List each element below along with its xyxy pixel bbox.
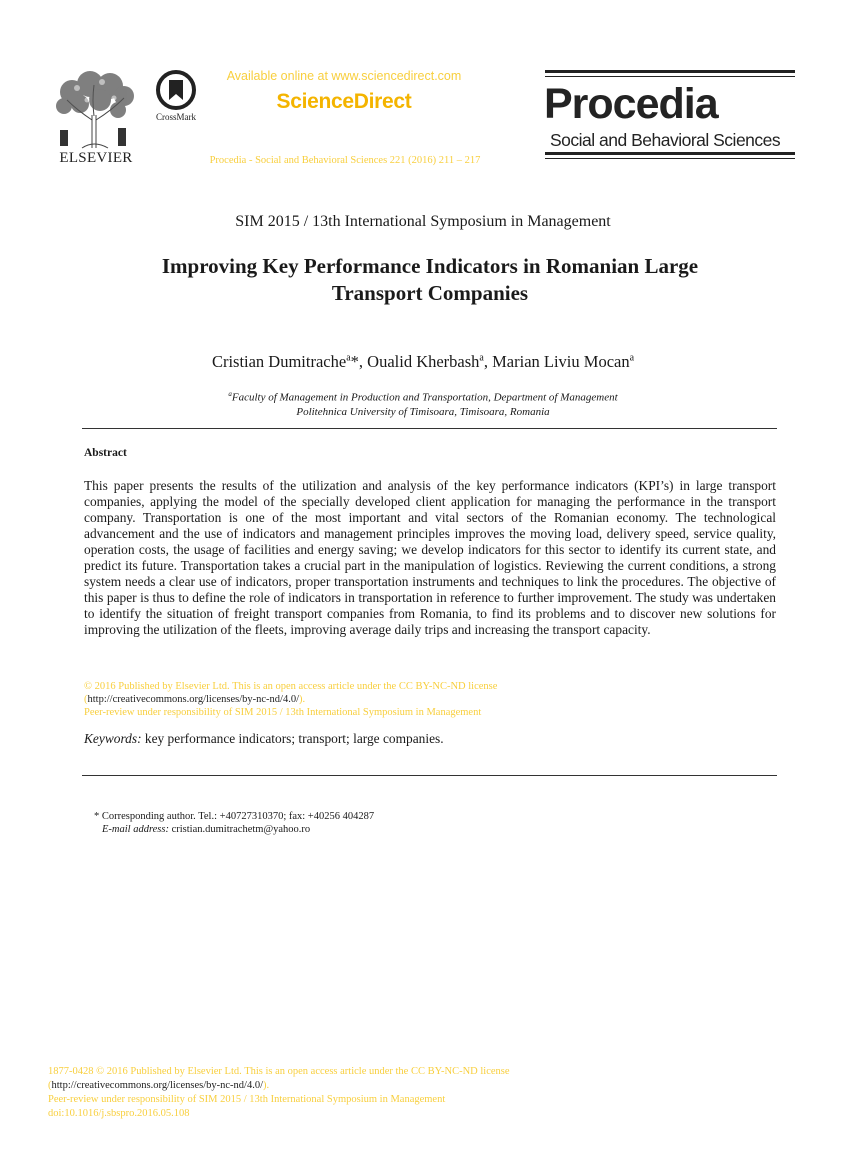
author-separator: , <box>483 352 493 371</box>
corresponding-author <box>94 810 374 836</box>
author-affil-mark: a <box>629 352 635 364</box>
paper-title-line-1: Improving Key Performance Indicators in Romanian Large <box>161 254 699 278</box>
corresponding-author-contact: * Corresponding author. Tel.: +40727310370; fax: +40256 404287 <box>94 811 375 822</box>
keywords-list: key performance indicators; transport; large companies. <box>141 731 444 746</box>
elsevier-tree-logo <box>52 70 138 150</box>
abstract-heading: Abstract <box>84 447 127 459</box>
footer-license-url-link[interactable]: http://creativecommons.org/licenses/by-nc-nd/4.0/ <box>51 1080 264 1091</box>
section-rule-top <box>82 428 777 429</box>
abstract-body: This paper presents the results of the utilization and analysis of the key performance indicators (KPI’s) in large transport companies, applying the model of the specially developed client application for managing the performance in the transport company. Transportation is one of the most important and vital sectors of the Romanian economy. The technological advancement and the use of indicators and management principles improves the moving load, delivery speed, service quality, operation costs, the usage of facilities and energy saving; we develop indicators for this sector to identify its current state, and predict its future. Transportation takes a crucial part in the manipulation of logistics. Reviewing the current conditions, a strong system needs a clear use of indicators, proper transportation instruments and techniques to link the procedures. The objective of this paper is thus to define the role of indicators in transportation in reference to further improvement. The study was undertaken to identify the situation of freight transport companies from Romania, to find its problems and to discover new solutions for improving the utilization of the fleets, improving average daily trips and increasing the transport capacity. <box>84 478 776 637</box>
author-affil-mark: a <box>346 352 351 364</box>
license-statement: © 2016 Published by Elsevier Ltd. This is an open access article under the CC BY-NC-ND license <box>84 681 498 692</box>
affiliation <box>0 387 846 419</box>
author-affil-mark: a <box>479 352 484 364</box>
procedia-bottom-rule-thin <box>545 158 795 159</box>
footer-peer-review: Peer-review under responsibility of SIM 2015 / 13th International Symposium in Management <box>48 1094 446 1105</box>
corresponding-author-email: E-mail address: cristian.dumitrachetm@yahoo.ro <box>102 824 311 835</box>
paper-title <box>100 253 760 307</box>
procedia-bottom-rule <box>545 152 795 155</box>
author-separator: *, <box>350 352 368 371</box>
author-list <box>0 352 846 372</box>
footer-license-url-line: (http://creativecommons.org/licenses/by-nc-nd/4.0/). <box>48 1080 270 1091</box>
keywords-label: Keywords: <box>84 731 142 746</box>
available-online-link[interactable]: Available online at www.sciencedirect.com <box>226 69 462 83</box>
procedia-top-rule-thin <box>545 76 795 77</box>
affiliation-line-1: $^a$Faculty of Management in Production and Transportation, Department of Management <box>228 390 618 404</box>
author-name: Oualid Kherbash <box>367 352 480 371</box>
procedia-top-rule <box>545 70 795 73</box>
peer-review-statement: Peer-review under responsibility of SIM 2015 / 13th International Symposium in Management <box>84 707 482 718</box>
license-url-link[interactable]: http://creativecommons.org/licenses/by-nc-nd/4.0/ <box>87 694 300 705</box>
publisher-name: ELSEVIER <box>59 150 133 166</box>
author-name: Marian Liviu Mocan <box>492 352 630 371</box>
procedia-subtitle: Social and Behavioral Sciences <box>550 130 781 150</box>
affiliation-mark: a <box>228 390 232 398</box>
procedia-logo: Procedia <box>544 80 718 128</box>
affiliation-line-2: Politehnica University of Timisoara, Timisoara, Romania <box>296 405 550 418</box>
section-rule-bottom <box>82 775 777 776</box>
keywords <box>84 731 444 747</box>
conference-name: SIM 2015 / 13th International Symposium in Management <box>235 213 611 230</box>
footer-doi[interactable]: doi:10.1016/j.sbspro.2016.05.108 <box>48 1108 190 1119</box>
paper-title-line-2: Transport Companies <box>331 281 529 305</box>
email-link[interactable]: cristian.dumitrachetm@yahoo.ro <box>168 824 311 835</box>
crossmark-icon[interactable] <box>156 70 196 112</box>
sciencedirect-logo[interactable]: ScienceDirect <box>276 90 412 113</box>
author-name: Cristian Dumitrache <box>211 352 347 371</box>
crossmark-label: CrossMark <box>156 112 196 122</box>
footer-issn-license: 1877-0428 © 2016 Published by Elsevier Ltd. This is an open access article under the CC BY-NC-ND license <box>48 1066 510 1077</box>
journal-citation: Procedia - Social and Behavioral Sciences 221 (2016) 211 – 217 <box>209 155 481 166</box>
license-url-line: (http://creativecommons.org/licenses/by-nc-nd/4.0/). <box>84 694 306 705</box>
